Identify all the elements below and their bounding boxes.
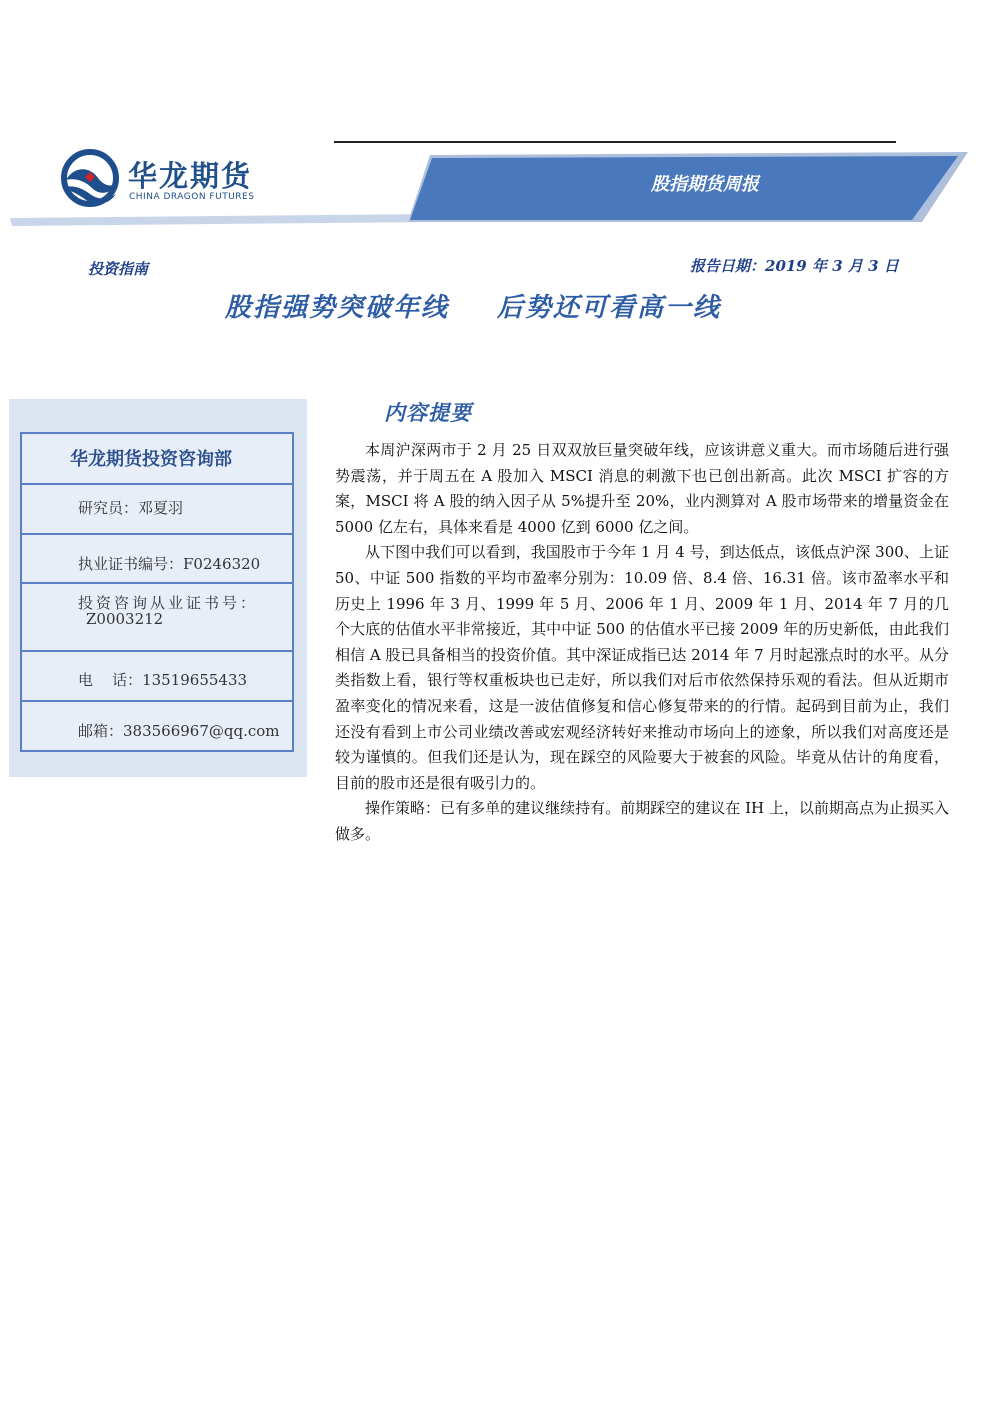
- info-row-researcher: [22, 485, 292, 535]
- info-row-email: [22, 702, 292, 750]
- section-label: 投资指南: [88, 260, 149, 278]
- company-logo-icon: [60, 148, 120, 208]
- advisory-license-value: Z0003212: [86, 610, 164, 628]
- license-number: 执业证书编号：F0246320: [78, 555, 261, 573]
- advisory-license-label: 投资咨询从业证书号：: [78, 594, 259, 612]
- info-row-license: [22, 535, 292, 584]
- paragraph-1: 本周沪深两市于 2 月 25 日双双放巨量突破年线，应该讲意义重大。而市场随后进行强势震荡，并于周五在 A 股加入 MSCI 消息的刺激下也已创出新高。此次 MSCI 扩容的方案，MSCI 将 A 股的纳入因子从 5%提升至 20%，业内测算对 A 股市场带来的增量资金在 5000 亿左右，具体来看是 4000 亿到 6000 亿之间。: [335, 441, 949, 536]
- page-title: [225, 287, 721, 324]
- email: 邮箱：383566967@qq.com: [78, 722, 280, 740]
- paragraph-2: 从下图中我们可以看到，我国股市于今年 1 月 4 号，到达低点，该低点沪深 300、上证 50、中证 500 指数的平均市盈率分别为：10.09 倍、8.4 倍、16.31 倍。该市盈率水平和历史上 1996 年 3 月、1999 年 5 月、2006 年 1 月、2009 年 1 月、2014 年 7 月的几个大底的估值水平非常接近，其中中证 500 的估值水平已接 2009 年的历史新低，由此我们相信 A 股已具备相当的投资价值。其中深证成指已达 2014 年 7 月时起涨点时的水平。从分类指数上看，银行等权重板块也已走好，所以我们对后市依然保持乐观的看法。但从近期市盈率变化的情况来看，这是一波估值修复和信心修复带来的的行情。起码到目前为止，我们还没有看到上市公司业绩改善或宏观经济转好来推动市场向上的迹象，所以我们对高度还是较为谨慎的。但我们还是认为，现在踩空的风险要大于被套的风险。毕竟从估计的角度看，目前的股市还是很有吸引力的。: [335, 543, 949, 792]
- header-rule: [334, 141, 896, 143]
- paragraph-3: 操作策略：已有多单的建议继续持有。前期踩空的建议在 IH 上，以前期高点为止损买入做多。: [335, 799, 949, 843]
- phone: 电 话：13519655433: [78, 671, 248, 689]
- researcher: 研究员：邓夏羽: [78, 499, 184, 517]
- info-row-phone: [22, 652, 292, 702]
- department-name: 华龙期货投资咨询部: [70, 449, 232, 470]
- report-type-title: 股指期货周报: [651, 174, 759, 195]
- summary-body: [335, 438, 949, 848]
- company-name-en: CHINA DRAGON FUTURES: [129, 192, 255, 202]
- summary-heading: 内容提要: [384, 400, 472, 425]
- info-box: [20, 432, 294, 752]
- company-name-cn: 华龙期货: [128, 159, 253, 193]
- info-row-department: [22, 434, 292, 485]
- report-date: 报告日期：2019 年 3 月 3 日: [690, 257, 899, 275]
- title-part-2: 后势还可看高一线: [497, 293, 722, 323]
- info-row-advisory-license: [22, 584, 292, 652]
- title-part-1: 股指强势突破年线: [225, 293, 450, 323]
